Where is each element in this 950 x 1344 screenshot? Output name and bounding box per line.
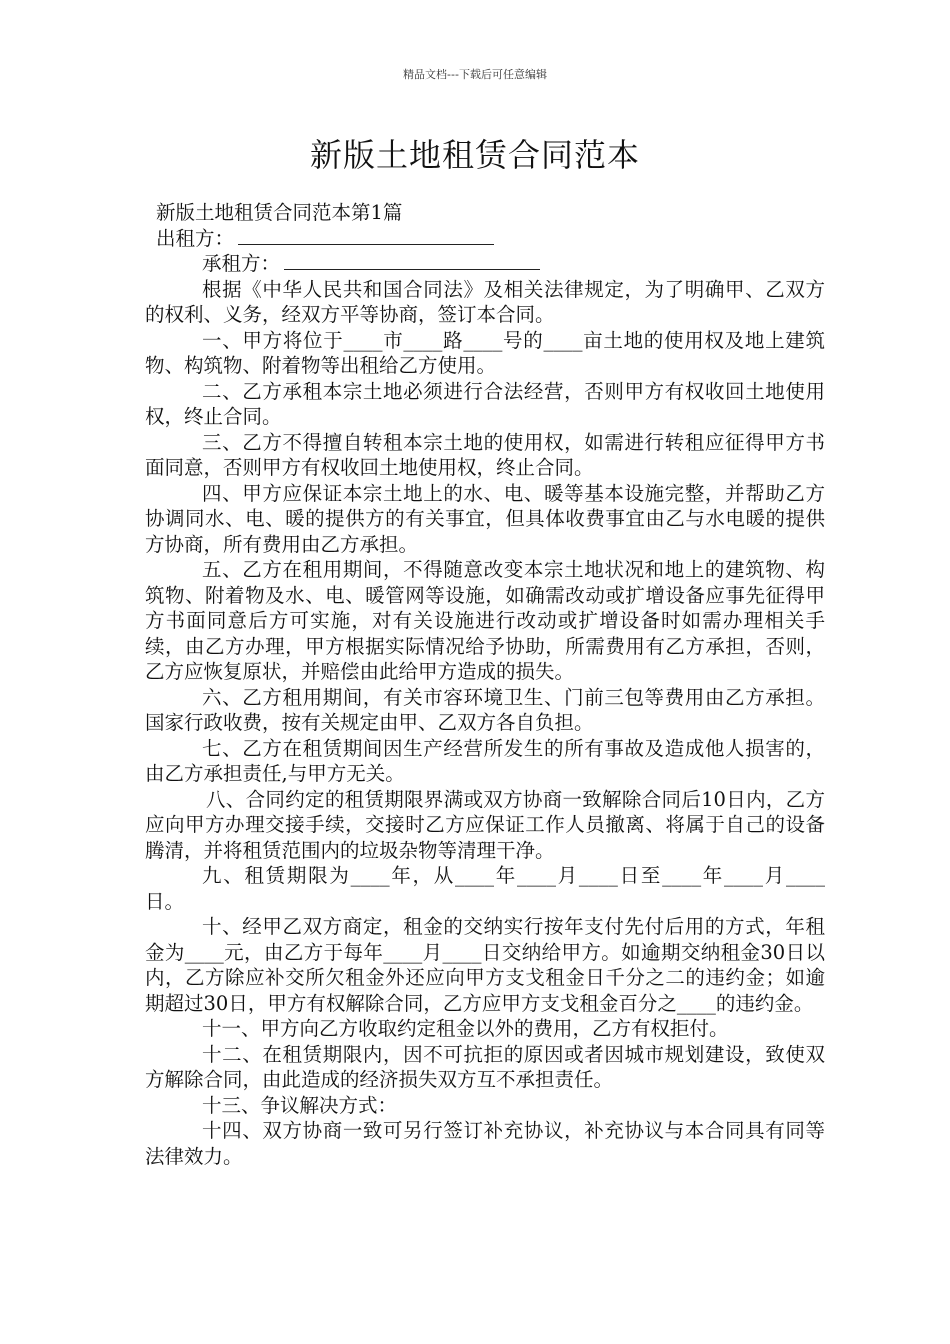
clause-11: 十一、甲方向乙方收取约定租金以外的费用，乙方有权拒付。	[202, 1017, 729, 1040]
clause-8: 八、合同约定的租赁期限界满或双方协商一致解除合同后10日内，乙方应向甲方办理交接手续，交接时乙方应保证工作人员撤离、将属于自己的设备腾清，并将租赁范围内的垃圾杂物等清理干净。	[145, 787, 825, 862]
header-note: 精品文档---下载后可任意编辑	[403, 68, 547, 81]
clause-7: 七、乙方在租赁期间因生产经营所发生的所有事故及造成他人损害的，由乙方承担责任,与甲方无关。	[145, 736, 825, 785]
clause-10: 十、经甲乙双方商定，租金的交纳实行按年支付先付后用的方式，年租金为____元，由乙方于每年____月____日交纳给甲方。如逾期交纳租金30日以内，乙方除应补交所欠租金外还应向甲方支戈租金日千分之二的违约金；如逾期超过30日，甲方有权解除合同，乙方应甲方支戈租金百分之____的违约金。	[145, 915, 825, 1015]
lessee-blank	[284, 252, 540, 270]
lessor-line	[145, 226, 825, 252]
clause-9: 九、租赁期限为____年，从____年____月____日至____年____月____日。	[145, 864, 825, 913]
preamble-paragraph: 根据《中华人民共和国合同法》及相关法律规定，为了明确甲、乙双方的权利、义务，经双方平等协商，签订本合同。	[145, 277, 825, 326]
contract-subtitle: 新版土地租赁合同范本第1篇	[156, 201, 403, 224]
lessee-line	[145, 251, 825, 277]
clause-12: 十二、在租赁期限内，因不可抗拒的原因或者因城市规划建设，致使双方解除合同，由此造成的经济损失双方互不承担责任。	[145, 1042, 825, 1091]
clause-1: 一、甲方将位于____市____路____号的____亩土地的使用权及地上建筑物、构筑物、附着物等出租给乙方使用。	[145, 328, 825, 377]
clause-6: 六、乙方租用期间，有关市容环境卫生、门前三包等费用由乙方承担。国家行政收费，按有关规定由甲、乙双方各自负担。	[145, 685, 825, 734]
clause-2: 二、乙方承租本宗土地必须进行合法经营，否则甲方有权收回土地使用权，终止合同。	[145, 379, 825, 428]
contract-body	[145, 200, 825, 1169]
lessee-label: 承租方：	[202, 252, 281, 275]
clause-5: 五、乙方在租用期间，不得随意改变本宗土地状况和地上的建筑物、构筑物、附着物及水、电、暖管网等设施，如确需改动或扩增设备应事先征得甲方书面同意后方可实施，对有关设施进行改动或扩增设备时如需办理相关手续，由乙方办理，甲方根据实际情况给予协助，所需费用有乙方承担，否则，乙方应恢复原状，并赔偿由此给甲方造成的损失。	[145, 558, 825, 683]
clause-4: 四、甲方应保证本宗土地上的水、电、暖等基本设施完整，并帮助乙方协调同水、电、暖的提供方的有关事宜，但具体收费事宜由乙与水电暖的提供方协商，所有费用由乙方承担。	[145, 481, 825, 556]
clause-13: 十三、争议解决方式：	[202, 1093, 398, 1117]
document-title: 新版土地租赁合同范本	[309, 136, 640, 174]
clause-14: 十四、双方协商一致可另行签订补充协议，补充协议与本合同具有同等法律效力。	[145, 1119, 825, 1168]
lessor-blank	[238, 227, 494, 245]
clause-3: 三、乙方不得擅自转租本宗土地的使用权，如需进行转租应征得甲方书面同意，否则甲方有权收回土地使用权，终止合同。	[145, 430, 825, 479]
lessor-label: 出租方：	[156, 226, 235, 250]
